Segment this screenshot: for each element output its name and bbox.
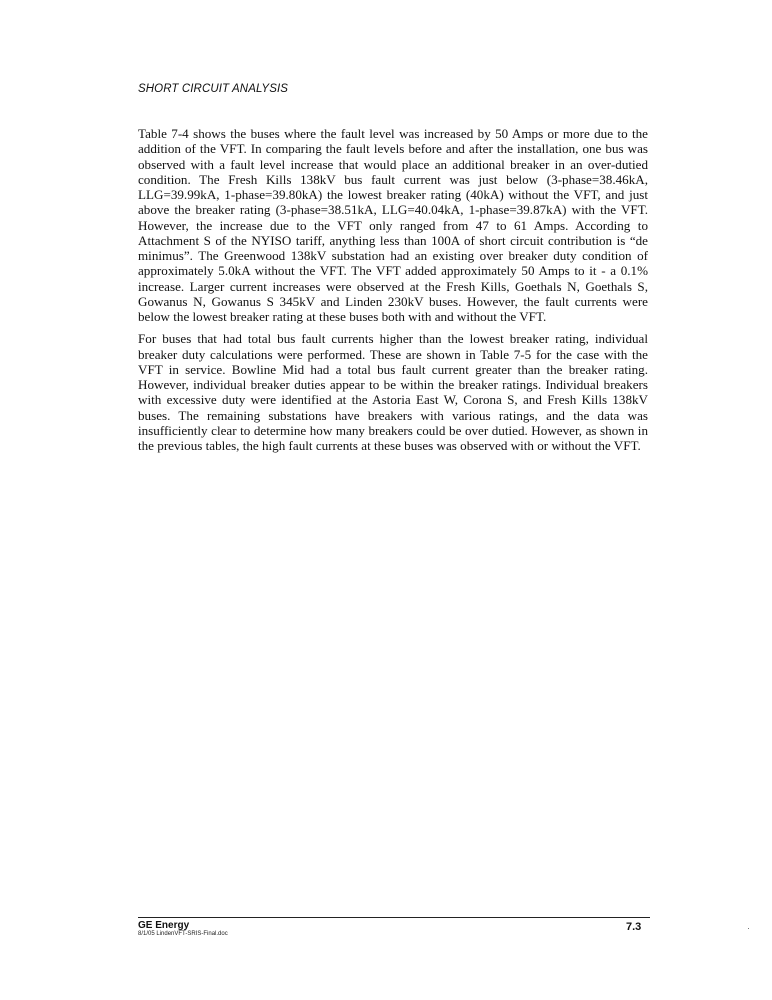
footer-divider xyxy=(138,917,650,918)
scan-speck xyxy=(748,928,749,929)
page-number: 7.3 xyxy=(626,921,642,933)
section-title: SHORT CIRCUIT ANALYSIS xyxy=(138,83,289,95)
paragraph-1: Table 7-4 shows the buses where the fault level was increased by 50 Amps or more due to the addition of the VFT. In comparing the fault levels before and after the installation, one bus was observed with a fault level increase that would place an additional breaker in an over-dutied condition. The Fresh Kills 138kV bus fault current was just below (3-phase=38.46kA, LLG=39.99kA, 1-phase=39.80kA) the lowest breaker rating (40kA) without the VFT, and just above the breaker rating (3-phase=38.51kA, LLG=40.04kA, 1-phase=39.87kA) with the VFT. However, the increase due to the VFT only ranged from 47 to 61 Amps. According to Attachment S of the NYISO tariff, anything less than 100A of short circuit contribution is “de minimus”. The Greenwood 138kV substation had an existing over breaker duty condition of approximately 5.0kA without the VFT. The VFT added approximately 50 Amps to it - a 0.1% increase. Larger current increases were observed at the Fresh Kills, Goethals N, Goethals S, Gowanus N, Gowanus S 345kV and Linden 230kV buses. However, the fault currents were below the lowest breaker rating at these buses both with and without the VFT. xyxy=(138,126,648,324)
footer-company-name: GE Energy xyxy=(138,920,190,931)
paragraph-2: For buses that had total bus fault currents higher than the lowest breaker rating, individual breaker duty calculations were performed. These are shown in Table 7-5 for the case with the VFT in service. Bowline Mid had a total bus fault current greater than the breaker rating. However, individual breaker duties appear to be within the breaker ratings. Individual breakers with excessive duty were identified at the Astoria East W, Corona S, and Fresh Kills 138kV buses. The remaining substations have breakers with various ratings, and the data was insufficiently clear to determine how many breakers could be over dutied. However, as shown in the previous tables, the high fault currents at these buses was observed with or without the VFT. xyxy=(138,331,648,453)
body-text xyxy=(138,126,648,460)
footer-file-info: 8/1/05 LindenVFT-SRIS-Final.doc xyxy=(138,931,228,937)
